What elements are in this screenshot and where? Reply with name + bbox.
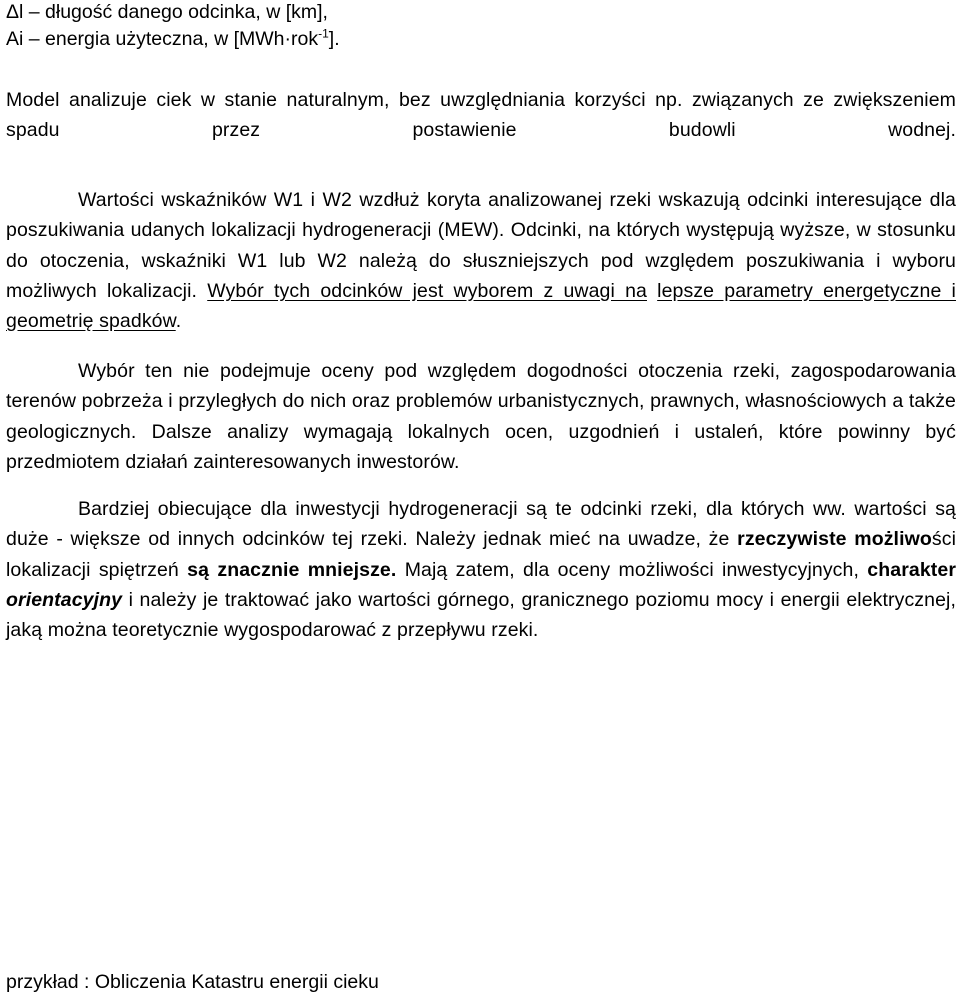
paragraph-indicators-text: Wartości wskaźników W1 i W2 wzdłuż koryta analizowanej rzeki wskazują odcinki interesujące dla poszukiwania udanych lokalizacji hydrogeneracji (MEW). Odcinki, na których występują wyższe, w stosunku do otoczenia, wskaźniki W1 lub W2 należą do słuszniejszych pod względem poszukiwania i wyboru możliwych lokalizacji. xyxy=(6,189,956,302)
paragraph-model-text: Model analizuje ciek w stanie naturalnym, bez uwzględniania korzyści np. związanych ze zwiększeniem spadu przez postawienie budowli wodnej. xyxy=(6,89,956,141)
underlined-parameters-text: lepsze parametry energetyczne i geometrię spadków xyxy=(6,279,956,333)
definition-delta-l-text: Δl – długość danego odcinka, w [km], xyxy=(6,1,328,23)
definition-ai-text: Ai – energia użyteczna, w [MWh·rok xyxy=(6,28,319,50)
paragraph-promising: Bardziej obiecujące dla inwestycji hydrogeneracji są te odcinki rzeki, dla których ww. wartości są duże - większe od innych odcinków tej rzeki. Należy jednak mieć na uwadze, że rzeczywiste możliwości lokalizacji spiętrzeń są znacznie mniejsze. Mają zatem, dla oceny możliwości inwestycyjnych, charakter orientacyjny i należy je traktować jako wartości górnego, granicznego poziomu mocy i energii elektrycznej, jaką można teoretycznie wygospodarować z przepływu rzeki. xyxy=(6,498,957,642)
bold-much-smaller: znacznie mniejsze. xyxy=(217,558,397,581)
definition-ai xyxy=(6,25,340,53)
paragraph-choice-text: Wybór ten nie podejmuje oceny pod względem dogodności otoczenia rzeki, zagospodarowania terenów pobrzeża i przyległych do nich oraz problemów urbanistycznych, prawnych, własnościowych a także geologicznych. Dalsze analizy wymagają lokalnych ocen, uzgodnień i ustaleń, które powinny być przedmiotem działań zainteresowanych inwestorów. xyxy=(6,360,956,473)
footer-example xyxy=(6,968,379,996)
paragraph-model xyxy=(6,85,956,145)
bold-character: charakter xyxy=(867,558,957,581)
definition-ai-exponent: -1 xyxy=(318,26,329,41)
paragraph-indicators: Wartości wskaźników W1 i W2 wzdłuż koryta analizowanej rzeki wskazują odcinki interesujące dla poszukiwania udanych lokalizacji hydrogeneracji (MEW). Odcinki, na których występują wyższe, w stosunku do otoczenia, wskaźniki W1 lub W2 należą do słuszniejszych pod względem poszukiwania i wyboru możliwych lokalizacji. Wybór tych odcinków jest wyborem z uwagi na lepsze parametry energetyczne i geometrię spadków. xyxy=(6,189,956,333)
bold-italic-indicative: orientacyjny xyxy=(6,588,123,611)
definition-ai-end: ]. xyxy=(328,28,340,50)
underlined-choice-text: Wybór tych odcinków jest wyborem z uwagi na xyxy=(207,279,647,302)
paragraph-choice xyxy=(6,356,956,477)
bold-are: są xyxy=(187,558,210,581)
footer-example-text: przykład : Obliczenia Katastru energii cieku xyxy=(6,971,379,993)
definition-delta-l xyxy=(6,0,328,26)
bold-real-possibilities: rzeczywiste możliwo xyxy=(737,528,932,551)
